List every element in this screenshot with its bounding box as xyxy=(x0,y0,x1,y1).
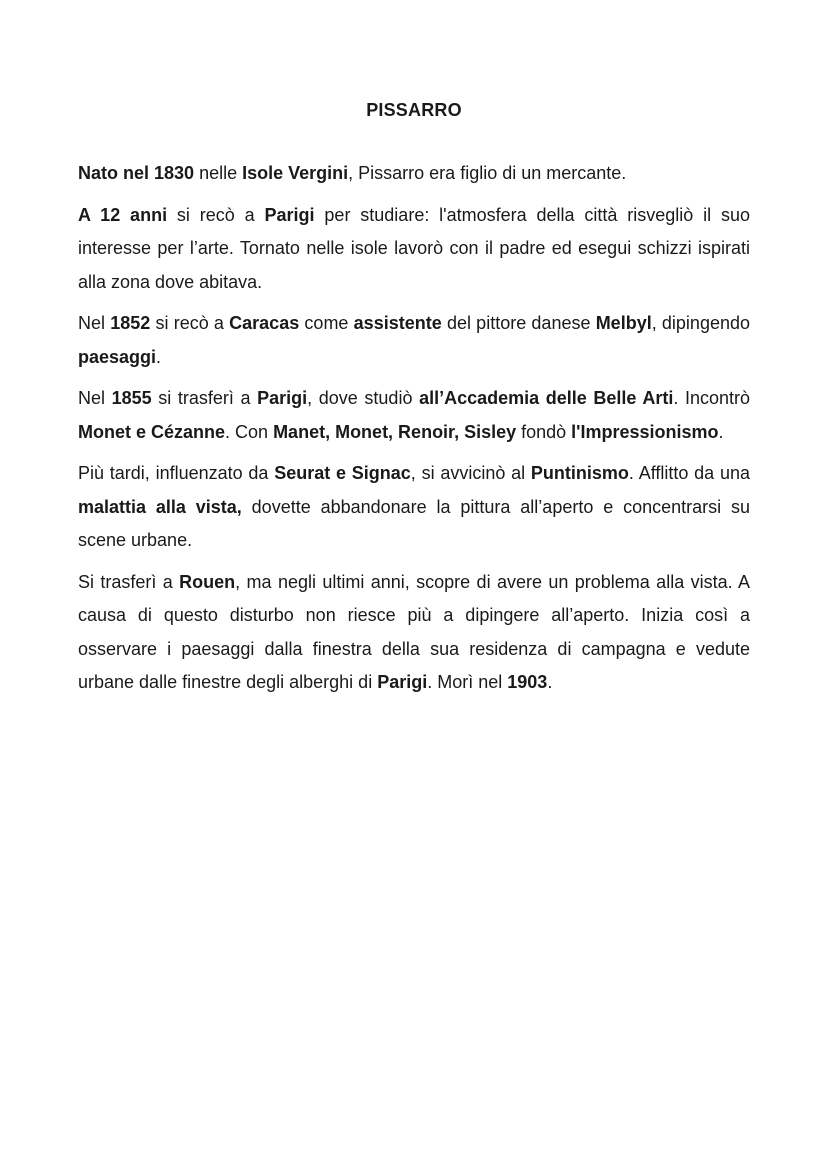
text-run: , Pissarro era figlio di un mercante. xyxy=(348,163,627,183)
bold-text: Parigi xyxy=(264,204,315,225)
text-run: nelle xyxy=(194,163,243,183)
text-run: si trasferì a xyxy=(151,388,258,408)
text-run: fondò xyxy=(516,421,572,442)
text-run: . Morì nel xyxy=(427,672,508,692)
bold-text: Caracas xyxy=(229,313,300,333)
paragraph xyxy=(78,199,750,300)
bold-text: assistente xyxy=(353,313,442,333)
text-run: per studiare: l'atmosfera della città risvegliò il suo interesse per l’arte. Tornato nelle isole lavorò con il padre ed esegui schizzi ispirati alla zona dove abitava. xyxy=(78,204,751,292)
bold-text: 1903 xyxy=(507,672,548,692)
text-run: , dipingendo xyxy=(651,313,750,333)
text-run: Si trasferì a xyxy=(78,571,180,592)
text-run: dovette abbandonare la pittura all’aperto e concentrarsi su scene urbane. xyxy=(78,496,750,550)
bold-text: Puntinismo xyxy=(530,463,629,483)
page-title: PISSARRO xyxy=(366,100,462,120)
text-run: , ma negli ultimi anni, scopre di avere un problema alla vista. A causa di questo disturbo non riesce più a dipingere all’aperto. Inizia così a osservare i paesaggi dalla finestra della sua residenza di campagna e vedute urbane dalle finestre degli alberghi di xyxy=(78,571,750,692)
bold-text: Parigi xyxy=(377,672,428,692)
bold-text: all’Accademia delle Belle Arti xyxy=(419,388,674,408)
bold-text: Seurat e Signac xyxy=(274,463,411,483)
paragraph xyxy=(78,566,750,700)
text-run: , si avvicinò al xyxy=(410,463,531,483)
bold-text: Monet e Cézanne xyxy=(78,421,226,442)
bold-text: Rouen xyxy=(179,571,236,592)
text-run: del pittore danese xyxy=(441,313,596,333)
bold-text: Parigi xyxy=(257,388,308,408)
text-run: . xyxy=(156,346,162,367)
bold-text: malattia alla vista, xyxy=(78,496,242,517)
paragraph xyxy=(78,307,750,374)
text-run: . xyxy=(718,421,724,442)
bold-text: Melbyl xyxy=(595,313,652,333)
paragraph xyxy=(78,157,750,191)
paragraph xyxy=(78,457,750,558)
bold-text: A 12 anni xyxy=(78,204,168,225)
text-run: . Con xyxy=(225,421,274,442)
text-run: Nel xyxy=(78,388,112,408)
bold-text: Nato nel 1830 xyxy=(78,163,195,183)
text-run: Più tardi, influenzato da xyxy=(78,463,275,483)
paragraph xyxy=(78,382,750,449)
text-run: . Incontrò xyxy=(673,388,751,408)
text-run: si recò a xyxy=(150,313,230,333)
bold-text: l'Impressionismo xyxy=(571,421,719,442)
text-run: come xyxy=(299,313,354,333)
text-run: Nel xyxy=(78,313,111,333)
document-body xyxy=(78,157,750,708)
bold-text: 1855 xyxy=(111,388,152,408)
bold-text: paesaggi xyxy=(78,346,157,367)
text-run: , dove studiò xyxy=(307,388,420,408)
bold-text: Manet, Monet, Renoir, Sisley xyxy=(273,421,517,442)
text-run: . Afflitto da una xyxy=(628,463,750,483)
text-run: si recò a xyxy=(167,204,265,225)
bold-text: Isole Vergini xyxy=(242,163,349,183)
text-run: . xyxy=(547,672,553,692)
bold-text: 1852 xyxy=(110,313,151,333)
